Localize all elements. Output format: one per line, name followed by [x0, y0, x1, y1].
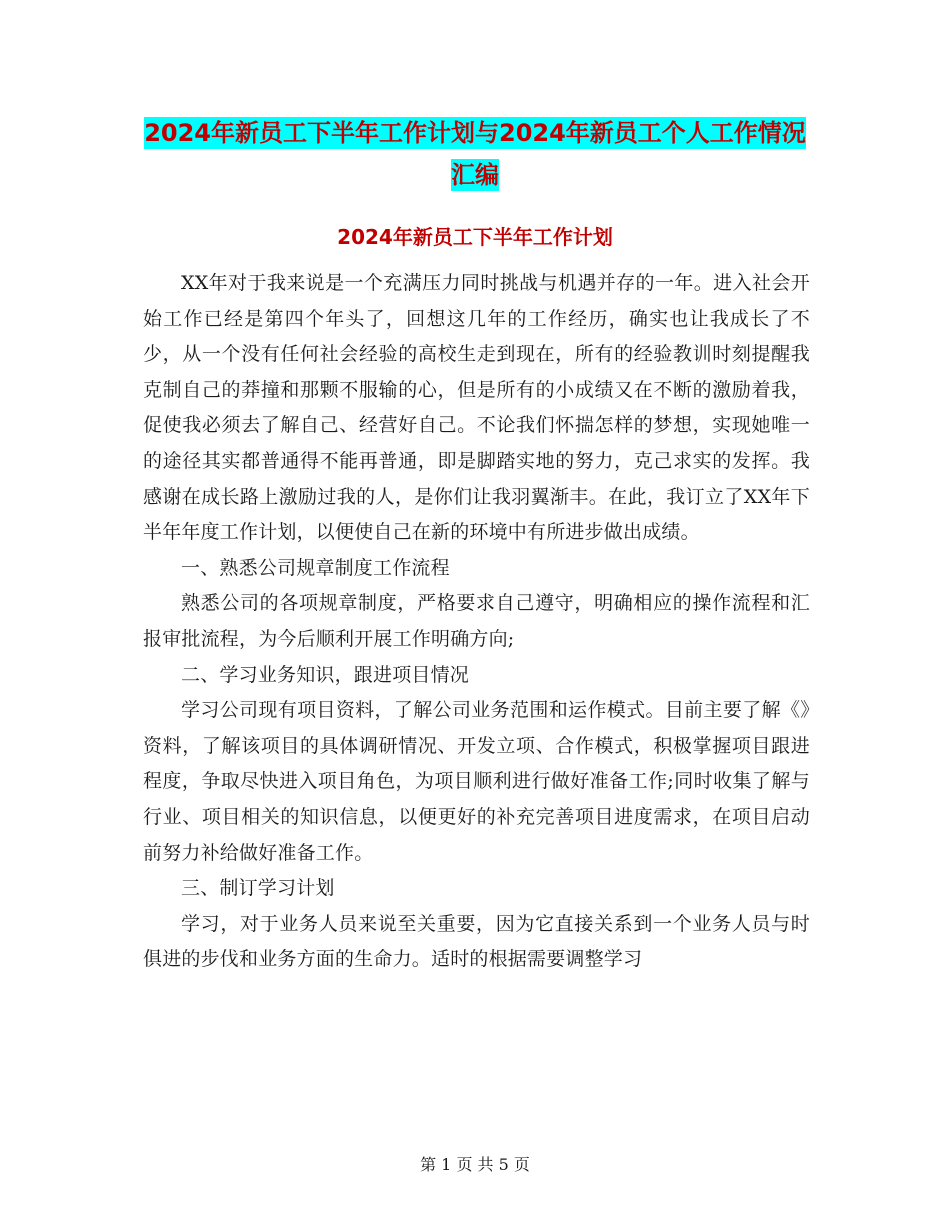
document-title — [140, 112, 810, 196]
section-title: 2024年新员工下半年工作计划 — [337, 225, 613, 249]
heading-item-3: 三、制订学习计划 — [181, 877, 335, 900]
heading-item-1: 一、熟悉公司规章制度工作流程 — [181, 556, 450, 579]
paragraph-item-1: 熟悉公司的各项规章制度，严格要求自己遵守，明确相应的操作流程和汇报审批流程，为今后顺利开展工作明确方向; — [143, 592, 810, 650]
document-title-text: 2024年新员工下半年工作计划与2024年新员工个人工作情况汇编 — [144, 119, 806, 189]
paragraph-item-2: 学习公司现有项目资料，了解公司业务范围和运作模式。目前主要了解《》资料，了解该项目的具体调研情况、开发立项、合作模式，积极掌握项目跟进程度，争取尽快进入项目角色，为项目顺利进行做好准备工作;同时收集了解与行业、项目相关的知识信息，以便更好的补充完善项目进度需求，在项目启动前努力补给做好准备工作。 — [143, 699, 810, 864]
page-number-footer: 第 1 页 共 5 页 — [420, 1155, 530, 1174]
paragraph-intro: XX年对于我来说是一个充满压力同时挑战与机遇并存的一年。进入社会开始工作已经是第四个年头了，回想这几年的工作经历，确实也让我成长了不少，从一个没有任何社会经验的高校生走到现在，所有的经验教训时刻提醒我克制自己的莽撞和那颗不服输的心，但是所有的小成绩又在不断的激励着我，促使我必须去了解自己、经营好自己。不论我们怀揣怎样的梦想，实现她唯一的途径其实都普通得不能再普通，即是脚踏实地的努力，克己求实的发挥。我感谢在成长路上激励过我的人，是你们让我羽翼渐丰。在此，我订立了XX年下半年年度工作计划，以便使自己在新的环境中有所进步做出成绩。 — [143, 272, 810, 544]
paragraph-item-3: 学习，对于业务人员来说至关重要，因为它直接关系到一个业务人员与时俱进的步伐和业务方面的生命力。适时的根据需要调整学习 — [143, 912, 810, 971]
body-text — [143, 266, 810, 978]
heading-item-2: 二、学习业务知识，跟进项目情况 — [181, 663, 470, 686]
